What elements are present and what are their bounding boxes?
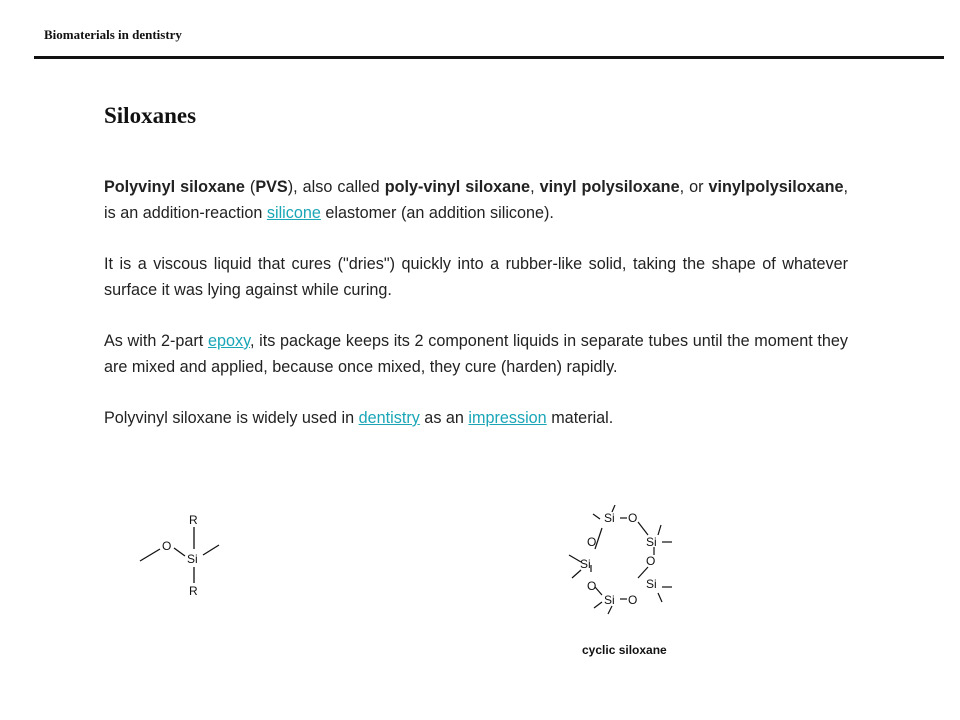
- siloxane-structure-diagram: [132, 512, 232, 602]
- paragraph-curing: It is a viscous liquid that cures ("dries") quickly into a rubber-like solid, taking the shape of whatever surface it was lying against while curing.: [104, 255, 848, 299]
- term-polyvinyl-siloxane: Polyvinyl siloxane: [104, 178, 245, 196]
- term-poly-vinyl-siloxane: poly-vinyl siloxane: [384, 178, 531, 196]
- text-run: , its package keeps its 2 component liquids in separate tubes until the moment they are mixed and applied, because once mixed, they cure (harden) rapidly.: [104, 332, 848, 376]
- ring-atom-si: Si: [580, 557, 591, 571]
- atom-r-bottom: R: [189, 584, 198, 598]
- ring-atom-si: Si: [646, 535, 657, 549]
- slide-title: Siloxanes: [104, 103, 197, 128]
- link-epoxy[interactable]: epoxy: [207, 332, 250, 350]
- paragraph-packaging: [104, 328, 848, 380]
- text-run: material.: [546, 409, 614, 427]
- atom-r-top: R: [189, 513, 198, 527]
- header-title: Biomaterials in dentistry: [44, 27, 182, 42]
- ring-atom-si: Si: [604, 511, 615, 525]
- text-run: as an: [419, 409, 469, 427]
- ring-atom-o: O: [628, 511, 638, 525]
- cyclic-siloxane-diagram: [560, 505, 680, 615]
- figure-caption: cyclic siloxane: [582, 643, 667, 657]
- ring-atom-o: O: [587, 579, 597, 593]
- text-run: , is an addition-reaction: [104, 178, 848, 222]
- atom-si: Si: [187, 552, 198, 566]
- term-vinyl-polysiloxane: vinyl polysiloxane: [539, 178, 680, 196]
- text-run: , or: [679, 178, 709, 196]
- text-run: elastomer (an addition silicone).: [320, 204, 554, 222]
- ring-atom-si: Si: [604, 593, 615, 607]
- text-run: As with 2-part: [104, 332, 208, 350]
- link-silicone[interactable]: silicone: [266, 204, 321, 222]
- text-run: (: [244, 178, 256, 196]
- paragraph-usage: [104, 405, 848, 431]
- text-run: Polyvinyl siloxane is widely used in: [104, 409, 359, 427]
- body-text: [104, 174, 848, 431]
- ring-atom-o: O: [587, 535, 597, 549]
- ring-atom-o: O: [646, 554, 656, 568]
- text-run: ,: [530, 178, 540, 196]
- term-pvs: PVS: [255, 178, 288, 196]
- term-vinylpolysiloxane: vinylpolysiloxane: [708, 178, 844, 196]
- text-run: ), also called: [287, 178, 385, 196]
- ring-atom-si: Si: [646, 577, 657, 591]
- link-dentistry[interactable]: dentistry: [358, 409, 420, 427]
- header-divider: [34, 56, 944, 59]
- link-impression[interactable]: impression: [468, 409, 547, 427]
- paragraph-definition: [104, 174, 848, 226]
- ring-atom-o: O: [628, 593, 638, 607]
- atom-o: O: [162, 539, 172, 553]
